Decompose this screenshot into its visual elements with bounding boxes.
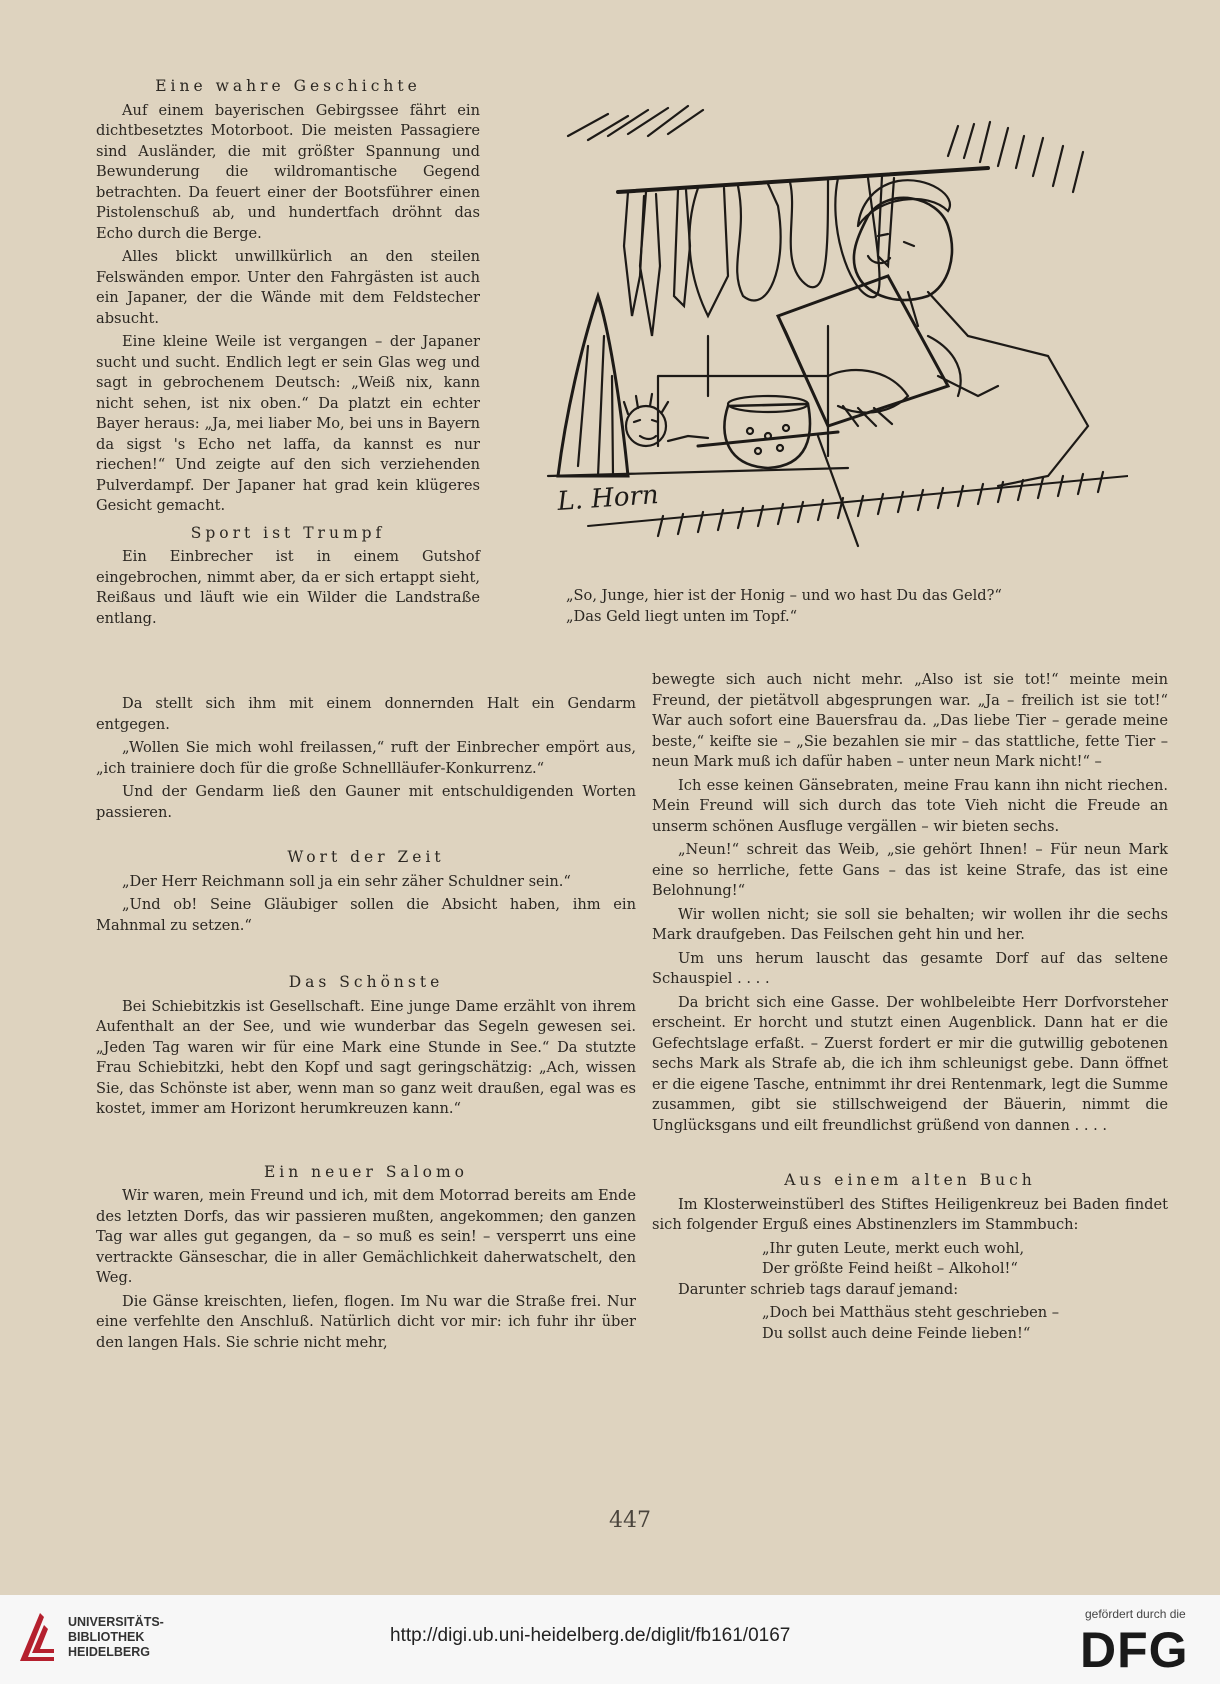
paragraph: „Wollen Sie mich wohl freilassen,“ ruft der Einbrecher empört aus, „ich trainiere doch für die große Schnellläufer-Konkurrenz.“ — [96, 739, 636, 777]
story-title-neuer-salomo: Ein neuer Salomo — [263, 1162, 468, 1181]
paragraph: Im Klosterweinstüberl des Stiftes Heiligenkreuz bei Baden findet sich folgender Erguß eines Abstinenzlers im Stammbuch: — [652, 1195, 1168, 1233]
page-number: 447 — [609, 1508, 651, 1533]
paragraph: Wir waren, mein Freund und ich, mit dem Motorrad bereits am Ende des letzten Dorfs, das wir passieren mußten, angekommen; den ganzen Tag war alles gut gegangen, da – so muß es sein! – versperrt uns eine vertrackte Gänseschar, die in aller Gemächlichkeit daherwatschelt, den Weg. — [96, 1187, 636, 1286]
paragraph: bewegte sich auch nicht mehr. „Also ist sie tot!“ meinte mein Freund, der pietätvoll abgesprungen war. „Ja – freilich ist sie tot!“ War auch sofort eine Bauersfrau da. „Das liebe Tier – gerade meine beste,“ keifte sie – „Sie bezahlen sie mir – das stattliche, fette Tier – neun Mark muß ich dafür haben – unter neun Mark nicht!“ – — [652, 671, 1168, 770]
paragraph: Eine kleine Weile ist vergangen – der Japaner sucht und sucht. Endlich legt er sein Glas weg und sagt in gebrochenem Deutsch: „Weiß nix, kann nicht sehen, ist nix oben.“ Da platzt ein echter Bayer heraus: „Ja, mei liaber Mo, bei uns in Bayern da sigst 's Echo net laffa, da kannst es nur riechen!“ Und zeigte auf den sich verziehenden Pulverdampf. Der Japaner hat grad kein klügeres Gesicht gemacht. — [96, 333, 480, 514]
paragraph: Da bricht sich eine Gasse. Der wohlbeleibte Herr Dorfvorsteher erscheint. Er horcht und stutzt einen Augenblick. Dann hat er die Gefechtslage erfaßt. – Zuerst fordert er mir die gutwillig gebotenen sechs Mark als Strafe ab, die ich ihm schleunigst gebe. Dann öffnet er die eigene Tasche, entnimmt ihr drei Rentenmark, legt die Summe zusammen, gibt sie stillschweigend der Bäuerin, nimmt die Unglücksgans und eilt freundlichst grüßend von dannen . . . . — [652, 993, 1168, 1134]
paragraph: „Neun!“ schreit das Weib, „sie gehört Ihnen! – Für neun Mark eine so herrliche, fette Gans – das ist keine Strafe, das ist eine Belohnung!“ — [652, 841, 1168, 899]
paragraph: „Der Herr Reichmann soll ja ein sehr zäher Schuldner sein.“ — [122, 872, 571, 890]
paragraph: Wir wollen nicht; sie soll sie behalten; wir wollen ihr die sechs Mark draufgeben. Das Feilschen geht hin und her. — [652, 905, 1168, 943]
caption-line-2: „Das Geld liegt unten im Topf.“ — [566, 608, 798, 625]
paragraph: Auf einem bayerischen Gebirgssee fährt ein dichtbesetztes Motorboot. Die meisten Passagiere sind Ausländer, die mit größter Spannung und Bewunderung die wildromantische Gegend betrachten. Da feuert einer der Bootsführer einen Pistolenschuß ab, und hundertfach dröhnt das Echo durch die Berge. — [96, 101, 480, 242]
left-column-top — [96, 76, 480, 632]
funded-by-label: gefördert durch die — [1085, 1607, 1186, 1621]
library-name[interactable] — [68, 1615, 164, 1660]
library-name-line: UNIVERSITÄTS- — [68, 1615, 164, 1629]
story-title-sport-ist-trumpf: Sport ist Trumpf — [190, 523, 386, 542]
verse-line: Der größte Feind heißt – Alkohol!“ — [762, 1260, 1018, 1277]
story-title-aus-einem-alten-buch: Aus einem alten Buch — [784, 1171, 1036, 1189]
story-title-wahre-geschichte: Eine wahre Geschichte — [155, 77, 421, 95]
paragraph: Alles blickt unwillkürlich an den steilen Felswänden empor. Unter den Fahrgästen ist auch ein Japaner, der die Wände mit dem Feldstecher absucht. — [96, 248, 480, 327]
left-column-bottom — [96, 694, 636, 1356]
illustration-signature: L. Horn — [556, 479, 660, 517]
dfg-logo[interactable]: DFG — [1080, 1622, 1189, 1678]
verse-line: „Doch bei Matthäus steht geschrieben – — [762, 1304, 1060, 1321]
library-name-line: HEIDELBERG — [68, 1645, 150, 1659]
paragraph: Ich esse keinen Gänsebraten, meine Frau kann ihn nicht riechen. Mein Freund will sich durch das tote Vieh nicht die Freude an unserm schönen Ausfluge vergällen – wir bieten sechs. — [652, 776, 1168, 835]
paragraph: Bei Schiebitzkis ist Gesellschaft. Eine junge Dame erzählt von ihrem Aufenthalt an der See, und wie wunderbar das Segeln gewesen sei. „Jeden Tag waren wir für eine Mark eine Stunde in See.“ Da stutzte Frau Schiebitzki, hebt den Kopf und sagt geringschätzig: „Ach, wissen Sie, das Schönste ist aber, wenn man so ganz weit draußen, egal was es kostet, immer am Horizont herumkreuzen kann.“ — [96, 997, 636, 1117]
paragraph: Da stellt sich ihm mit einem donnernden Halt ein Gendarm entgegen. — [96, 695, 636, 733]
university-library-logo-icon[interactable] — [14, 1607, 64, 1667]
story-title-wort-der-zeit: Wort der Zeit — [287, 848, 445, 866]
cartoon-illustration — [528, 96, 1128, 552]
paragraph: Um uns herum lauscht das gesamte Dorf auf das seltene Schauspiel . . . . — [652, 949, 1168, 987]
paragraph: Darunter schrieb tags darauf jemand: — [678, 1280, 959, 1298]
digitization-footer — [0, 1595, 1220, 1684]
library-name-line: BIBLIOTHEK — [68, 1630, 145, 1644]
paragraph: Die Gänse kreischten, liefen, flogen. Im Nu war die Straße frei. Nur eine verfehlte den Anschluß. Natürlich dicht vor mir: ich fuhr ihr über den langen Hals. Sie schrie nicht mehr, — [96, 1292, 636, 1351]
verse-line: „Ihr guten Leute, merkt euch wohl, — [762, 1239, 1025, 1257]
paragraph: Und der Gendarm ließ den Gauner mit entschuldigenden Worten passieren. — [96, 783, 636, 821]
story-title-das-schoenste: Das Schönste — [288, 973, 444, 991]
right-column — [652, 670, 1168, 1344]
permalink-url[interactable]: http://digi.ub.uni-heidelberg.de/diglit/fb161/0167 — [390, 1625, 791, 1646]
paragraph: „Und ob! Seine Gläubiger sollen die Absicht haben, ihm ein Mahnmal zu setzen.“ — [96, 896, 636, 934]
verse-line: Du sollst auch deine Feinde lieben!“ — [762, 1324, 1031, 1342]
illustration-caption — [566, 585, 1136, 627]
caption-line-1: „So, Junge, hier ist der Honig – und wo hast Du das Geld?“ — [566, 587, 1002, 604]
paragraph: Ein Einbrecher ist in einem Gutshof eingebrochen, nimmt aber, da er sich ertappt sieht, Reißaus und läuft wie ein Wilder die Landstraße entlang. — [96, 548, 480, 627]
